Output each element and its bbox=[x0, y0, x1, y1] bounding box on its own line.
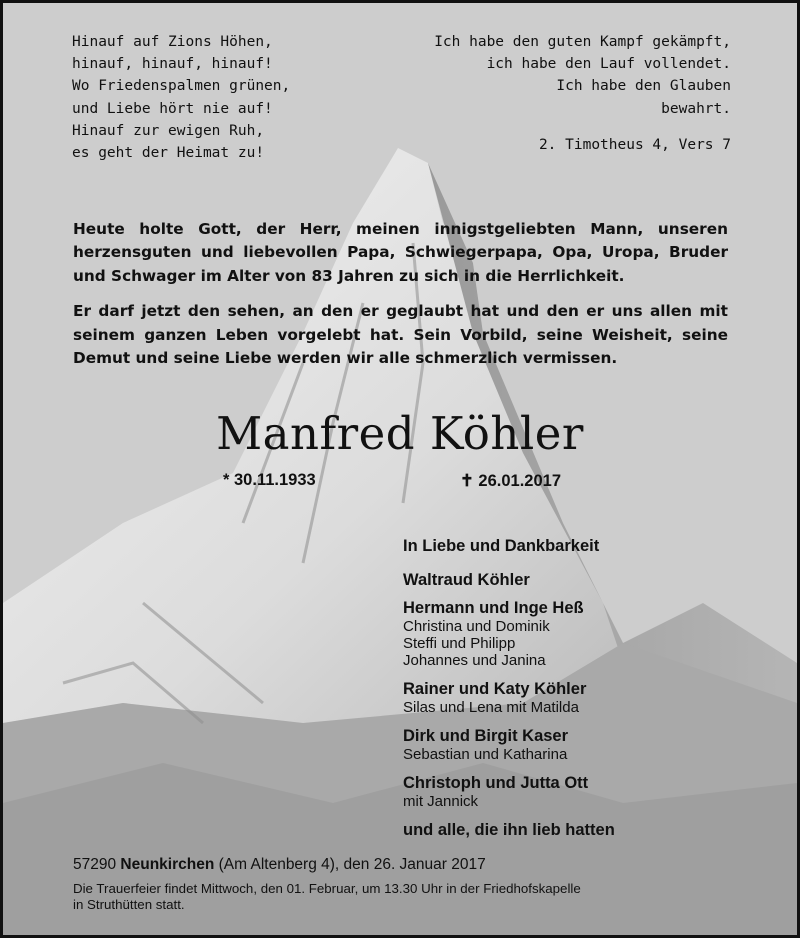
address-detail: (Am Altenberg 4), den 26. Januar 2017 bbox=[218, 856, 486, 873]
family-group-head: Dirk und Birgit Kaser bbox=[403, 727, 569, 745]
poem-left bbox=[72, 31, 290, 164]
family-group-head: Hermann und Inge Heß bbox=[403, 599, 584, 617]
poem-left-line: Hinauf auf Zions Höhen, bbox=[72, 34, 273, 50]
family-closing: und alle, die ihn lieb hatten bbox=[403, 821, 615, 839]
family-group bbox=[403, 598, 763, 669]
family-member: mit Jannick bbox=[403, 793, 479, 810]
family-group bbox=[403, 726, 763, 763]
intro-paragraph: Heute holte Gott, der Herr, meinen innigstgeliebten Mann, unseren herzensguten und liebevollen Papa, Schwiegerpapa, Opa, Uropa, Bruder und Schwager im Alter von 83 Jahren zu sich in die Herrlichkeit. bbox=[73, 220, 728, 285]
family-member: Silas und Lena mit Matilda bbox=[403, 699, 579, 716]
death-date: ✝ 26.01.2017 bbox=[460, 472, 561, 490]
family-signatures bbox=[403, 536, 763, 840]
family-group bbox=[403, 773, 763, 810]
family-member: Johannes und Janina bbox=[403, 652, 546, 669]
family-member: Steffi und Philipp bbox=[403, 635, 516, 652]
intro-paragraph: Er darf jetzt den sehen, an den er geglaubt hat und den er uns allen mit seinem ganzen Leben vorgelebt hat. Sein Vorbild, seine Weisheit, seine Demut und seine Liebe werden wir alle schmerzlich vermissen. bbox=[73, 302, 728, 368]
bible-verse bbox=[434, 31, 731, 156]
poem-left-line: Wo Friedenspalmen grünen, bbox=[72, 78, 291, 95]
verse-line: Ich habe den Glauben bbox=[556, 78, 731, 95]
family-group-head: Christoph und Jutta Ott bbox=[403, 774, 589, 792]
family-member: Christina und Dominik bbox=[403, 618, 550, 635]
verse-reference: 2. Timotheus 4, Vers 7 bbox=[538, 136, 731, 153]
zip-code: 57290 bbox=[73, 856, 117, 873]
verse-line: Ich habe den guten Kampf gekämpft, bbox=[434, 34, 731, 50]
family-group-head: Rainer und Katy Köhler bbox=[403, 680, 587, 698]
footer bbox=[73, 855, 581, 913]
spouse-name: Waltraud Köhler bbox=[403, 571, 530, 589]
funeral-note bbox=[73, 881, 581, 913]
family-group bbox=[403, 679, 763, 716]
deceased-name: Manfred Köhler bbox=[216, 407, 584, 460]
city: Neunkirchen bbox=[120, 856, 215, 873]
family-member: Sebastian und Katharina bbox=[403, 746, 568, 763]
funeral-note-line: Die Trauerfeier findet Mittwoch, den 01. Februar, um 13.30 Uhr in der Friedhofskapelle bbox=[73, 881, 581, 896]
birth-date: * 30.11.1933 bbox=[223, 471, 316, 489]
family-intro: In Liebe und Dankbarkeit bbox=[403, 537, 600, 555]
verse-line: ich habe den Lauf vollendet. bbox=[486, 56, 731, 73]
address-line bbox=[73, 855, 581, 875]
poem-left-line: hinauf, hinauf, hinauf! bbox=[72, 56, 273, 73]
poem-left-line: Hinauf zur ewigen Ruh, bbox=[72, 122, 265, 139]
poem-left-line: und Liebe hört nie auf! bbox=[72, 100, 273, 117]
verse-line: bewahrt. bbox=[661, 100, 731, 117]
intro-text bbox=[73, 218, 728, 382]
poem-left-line: es geht der Heimat zu! bbox=[72, 145, 265, 162]
funeral-note-line: in Struthütten statt. bbox=[73, 897, 185, 912]
